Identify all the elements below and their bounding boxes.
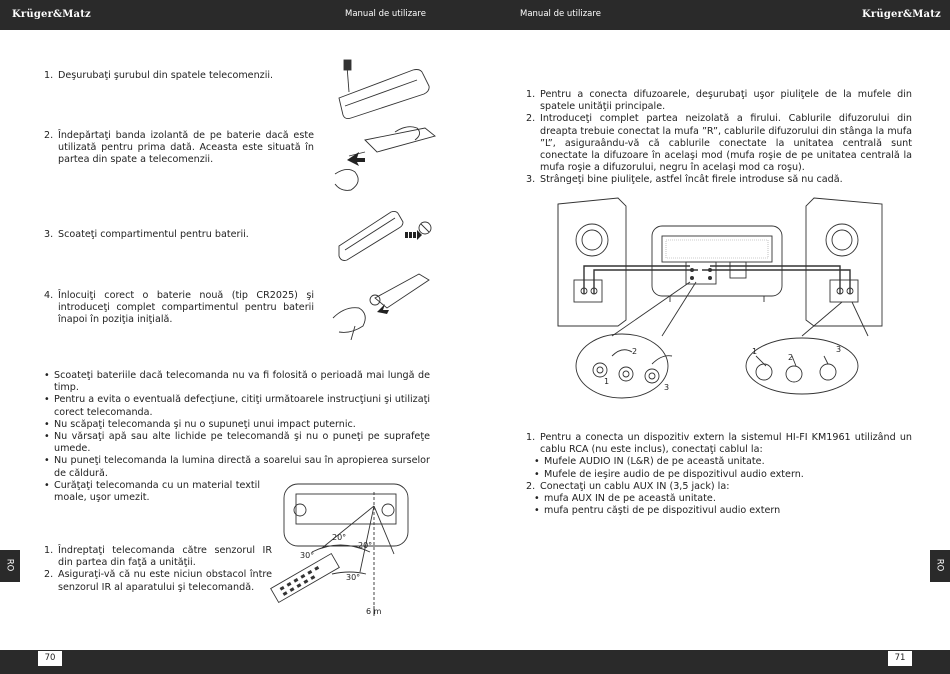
header-title-left: Manual de utilizare — [345, 9, 426, 19]
battery-step-2: 2. Îndepărtaţi banda izolantă de pe baterie dacă este utilizată pentru prima dată. Aceasta este situată în partea din spate a telecomenzii. — [44, 130, 314, 166]
list-item: 2. Conectaţi un cablu AUX IN (3,5 jack) la: — [526, 480, 730, 492]
callout-right-1: 1 — [752, 347, 758, 356]
list-item: • Curăţaţi telecomanda cu un material textil moale, uşor umezit. — [44, 480, 260, 504]
external-device-steps — [526, 432, 912, 517]
list-item: 1. Îndreptaţi telecomanda către senzorul IR din partea din faţă a unităţii. — [44, 545, 272, 569]
list-item: • Mufele de ieşire audio de pe dispozitivul audio extern. — [534, 469, 912, 481]
speaker-steps — [526, 89, 912, 187]
brand-logo-left: Krüger&Matz — [12, 9, 91, 20]
list-item: 3. Strângeţi bine piuliţele, astfel încât firele introduse să nu cadă. — [526, 174, 843, 186]
callout-left-1: 1 — [604, 377, 610, 386]
list-item: • Pentru a evita o eventuală defecţiune, citiţi următoarele instrucţiuni şi utilizaţi corect telecomanda. — [44, 394, 430, 418]
list-item: 1. Pentru a conecta difuzoarele, deşurubaţi uşor piuliţele de la mufele din spatele unităţii principale. — [526, 89, 912, 113]
remote-care-bullet-last — [44, 480, 260, 504]
battery-tape-illustration — [325, 122, 440, 194]
angle-label-20-right: 20° — [358, 541, 373, 550]
battery-step-4: 4. Înlocuiţi corect o baterie nouă (tip CR2025) şi introduceţi complet compartimentul pentru baterii înapoi în poziţia iniţială. — [44, 290, 314, 326]
page-number-right: 71 — [888, 651, 912, 666]
list-item: • Nu puneţi telecomanda la lumina directă a soarelui sau în apropierea surselor de căldură. — [44, 455, 430, 479]
battery-step-1: 1. Deşurubaţi şurubul din spatele telecomenzii. — [44, 70, 274, 81]
speaker-connection-diagram — [552, 196, 892, 401]
header-bar — [0, 0, 950, 30]
list-item: 2. Introduceţi complet partea neizolată a firului. Cablurile difuzorului din dreapta trebuie conectat la mufa ”R”, cablurile difuzorului din stânga la mufa ”L”, asiguraându-vă că cablurile conectate la unitatea centrală sunt conectate la difuzoare în acelaşi mod (mufa roşie de pe unitatea centrală la mufa roşie a difuzorului, negru în acelaşi mod ca roşu). — [526, 113, 912, 174]
distance-label: 6 m — [366, 607, 382, 616]
angle-label-30-right: 30° — [346, 573, 361, 582]
brand-logo-right: Krüger&Matz — [862, 9, 941, 20]
battery-step-3: 3. Scoateţi compartimentul pentru baterii. — [44, 229, 249, 240]
battery-insert-illustration — [325, 268, 440, 340]
page-number-left: 70 — [38, 651, 62, 666]
remote-screwdriver-illustration — [325, 58, 440, 120]
callout-right-2: 2 — [788, 353, 794, 362]
list-item: 1. Pentru a conecta un dispozitiv extern la sistemul HI-FI KM1961 utilizând un cablu RCA (nu este inclus), conectaţi cablul la: — [526, 432, 912, 456]
angle-label-20-left: 20° — [332, 533, 347, 542]
language-tab-right: RO — [930, 550, 950, 582]
ir-range-diagram — [270, 482, 420, 627]
list-item: • mufa pentru căşti de pe dispozitivul audio extern — [534, 505, 912, 517]
angle-label-30-left: 30° — [300, 551, 315, 560]
list-item: • Scoateţi bateriile dacă telecomanda nu va fi folosită o perioadă mai lungă de timp. — [44, 370, 430, 394]
list-item: • Nu scăpaţi telecomanda şi nu o supuneţi unui impact puternic. — [44, 419, 430, 431]
list-item: • mufa AUX IN de pe această unitate. — [534, 493, 912, 505]
callout-left-2: 2 — [632, 347, 638, 356]
list-item: • Mufele AUDIO IN (L&R) de pe această unitate. — [534, 456, 912, 468]
language-tab-left: RO — [0, 550, 20, 582]
callout-left-3: 3 — [664, 383, 670, 392]
callout-right-3: 3 — [836, 345, 842, 354]
list-item: • Nu vărsaţi apă sau alte lichide pe telecomandă şi nu o puneţi pe suprafeţe umede. — [44, 431, 430, 455]
battery-compartment-illustration — [325, 202, 440, 262]
header-title-right: Manual de utilizare — [520, 9, 601, 19]
ir-steps — [44, 545, 272, 594]
footer-bar — [0, 650, 950, 674]
list-item: 2. Asiguraţi-vă că nu este niciun obstacol între senzorul IR al aparatului şi telecomandă. — [44, 569, 272, 593]
remote-care-bullets — [44, 370, 430, 480]
